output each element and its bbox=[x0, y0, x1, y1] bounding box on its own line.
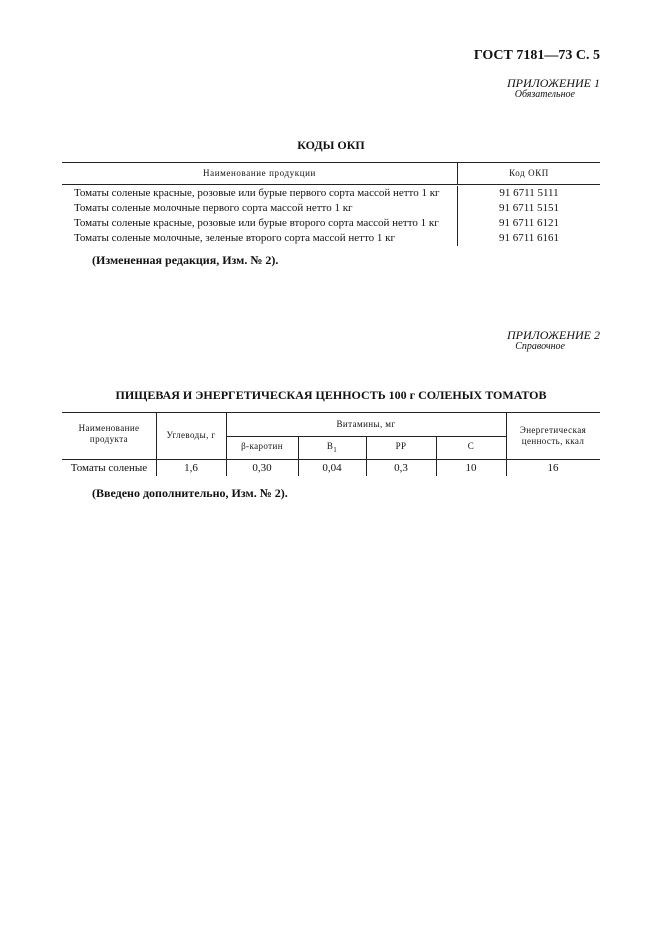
product-name: Томаты соленые красные, розовые или бурые первого сорта массой нетто 1 кг bbox=[62, 186, 458, 201]
energy-value: 16 bbox=[547, 462, 559, 474]
appendix2-kind: Справочное bbox=[515, 341, 565, 352]
product-name: Томаты соленые красные, розовые или бурые второго сорта массой нетто 1 кг bbox=[62, 216, 458, 231]
c-value: 10 bbox=[465, 462, 477, 474]
appendix1-title: ПРИЛОЖЕНИЕ 1 bbox=[507, 76, 600, 90]
col-header-vitamins: Витамины, мг bbox=[336, 419, 396, 429]
col-header-b1: $B_1$ bbox=[326, 441, 338, 454]
table-row bbox=[62, 201, 600, 216]
carbs-value: 1,6 bbox=[184, 462, 198, 474]
b1-value: 0,04 bbox=[322, 462, 342, 474]
nutrition-table bbox=[62, 412, 600, 476]
okp-code: 91 6711 5111 bbox=[499, 187, 559, 199]
product-name: Томаты соленые молочные, зеленые второго сорта массой нетто 1 кг bbox=[62, 231, 458, 246]
okp-code: 91 6711 6161 bbox=[498, 232, 560, 244]
product-name: Томаты соленые bbox=[70, 462, 148, 474]
section2-title: ПИЩЕВАЯ И ЭНЕРГЕТИЧЕСКАЯ ЦЕННОСТЬ 100 г СОЛЕНЫХ ТОМАТОВ bbox=[115, 388, 547, 402]
okp-table-header bbox=[62, 163, 600, 185]
nutrition-table-header bbox=[62, 413, 600, 460]
table-row bbox=[62, 216, 600, 231]
page-header: ГОСТ 7181—73 С. 5 bbox=[473, 48, 600, 63]
okp-code: 91 6711 6121 bbox=[498, 217, 560, 229]
col-header-product-name: Наименование продукции bbox=[62, 163, 458, 184]
col-header-energy: Энергетическая ценность, ккал bbox=[519, 425, 587, 446]
pp-value: 0,3 bbox=[394, 462, 408, 474]
table-row bbox=[62, 231, 600, 246]
col-header-product: Наименование продукта bbox=[78, 423, 140, 444]
beta-carotene-value: 0,30 bbox=[252, 462, 272, 474]
appendix1-kind: Обязательное bbox=[514, 89, 575, 100]
product-name: Томаты соленые молочные первого сорта массой нетто 1 кг bbox=[62, 201, 458, 216]
col-header-okp-code: Код ОКП bbox=[509, 168, 549, 178]
col-header-c: C bbox=[467, 441, 475, 451]
section1-note: (Измененная редакция, Изм. № 2). bbox=[92, 253, 279, 267]
okp-codes-table bbox=[62, 162, 600, 246]
table-row bbox=[62, 186, 600, 201]
section1-title: КОДЫ ОКП bbox=[297, 138, 365, 152]
okp-code: 91 6711 5151 bbox=[498, 202, 560, 214]
table-row bbox=[62, 460, 600, 476]
section2-note: (Введено дополнительно, Изм. № 2). bbox=[92, 486, 288, 500]
col-header-beta-carotene: β-каротин bbox=[241, 441, 283, 451]
col-header-carbs: Углеводы, г bbox=[166, 430, 216, 440]
appendix2-title: ПРИЛОЖЕНИЕ 2 bbox=[507, 328, 600, 342]
col-header-pp: PP bbox=[395, 441, 407, 451]
